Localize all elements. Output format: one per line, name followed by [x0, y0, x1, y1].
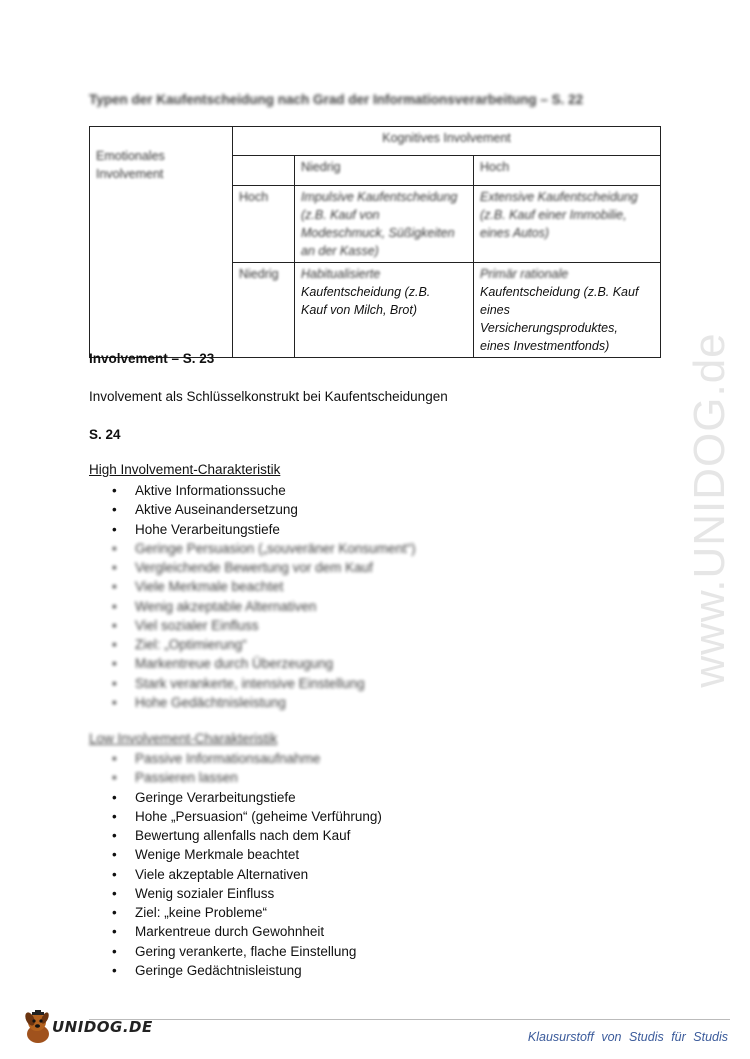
- list-item: • Aktive Auseinandersetzung: [112, 502, 298, 518]
- list-item: • Wenige Merkmale beachtet: [112, 847, 300, 863]
- list-item: • Geringe Gedächtnisleistung: [112, 962, 302, 978]
- table-header-emotional: Emotionales Involvement: [90, 127, 233, 186]
- list-item: • Passive Informationsaufnahme: [112, 751, 321, 766]
- list-item: • Viele akzeptable Alternativen: [112, 866, 309, 882]
- s24-heading: S. 24: [89, 427, 121, 442]
- high-involvement-list: [89, 481, 416, 712]
- list-item: • Markentreue durch Überzeugung: [112, 656, 334, 672]
- decision-type-table: [89, 126, 661, 358]
- high-involvement-title: High Involvement-Charakteristik: [89, 462, 281, 477]
- list-item: • Aktive Informationssuche: [112, 483, 286, 498]
- list-item: • Geringe Verarbeitungstiefe: [112, 789, 296, 805]
- list-item: • Gering verankerte, flache Einstellung: [112, 943, 357, 959]
- table-header-niedrig: Niedrig: [295, 156, 474, 185]
- table-header-kognitiv: Kognitives Involvement: [233, 127, 661, 156]
- footer-divider: [89, 1019, 730, 1020]
- list-item: • Hohe „Persuasion“ (geheime Verführung): [112, 808, 382, 824]
- table-cell-impulsiv: Impulsive Kaufentscheidung (z.B. Kauf von Modeschmuck, Süßigkeiten an der Kasse): [295, 185, 474, 262]
- list-item: • Viele Merkmale beachtet: [112, 579, 284, 595]
- dog-mascot-icon: [22, 1010, 56, 1046]
- unidog-logo: [22, 1010, 152, 1048]
- list-item: • Viel sozialer Einfluss: [112, 617, 259, 633]
- table-cell-habitualisiert: Habitualisierte Kaufentscheidung (z.B. Kauf von Milch, Brot): [295, 262, 474, 357]
- table-cell-rational: Primär rationale Kaufentscheidung (z.B. Kauf eines Versicherungsproduktes, eines Investmentfonds): [474, 262, 661, 357]
- involvement-heading: Involvement – S. 23: [89, 351, 215, 366]
- section-title-kaufentscheidung: Typen der Kaufentscheidung nach Grad der Informationsverarbeitung – S. 22: [89, 92, 584, 107]
- table-row-label-niedrig: Niedrig: [239, 266, 279, 281]
- table-header-hoch: Hoch: [474, 156, 661, 185]
- list-item: • Hohe Verarbeitungstiefe: [112, 521, 280, 537]
- low-involvement-list: [89, 749, 382, 980]
- list-item: • Ziel: „Optimierung“: [112, 637, 247, 652]
- table-cell-extensiv: Extensive Kaufentscheidung (z.B. Kauf einer Immobilie, eines Autos): [474, 185, 661, 262]
- table-row-label-hoch: Hoch: [233, 185, 295, 262]
- list-item: • Bewertung allenfalls nach dem Kauf: [112, 828, 351, 843]
- footer-tagline: Klausurstoff von Studis für Studis: [527, 1030, 728, 1044]
- list-item: • Ziel: „keine Probleme“: [112, 905, 268, 920]
- logo-text: UNIDOG.DE: [52, 1018, 153, 1036]
- list-item: • Wenig sozialer Einfluss: [112, 885, 275, 901]
- low-involvement-title: Low Involvement-Charakteristik: [89, 731, 278, 746]
- watermark: www.UNIDOG.de: [685, 332, 734, 688]
- list-item: • Markentreue durch Gewohnheit: [112, 924, 325, 940]
- list-item: • Passieren lassen: [112, 770, 238, 786]
- involvement-text: Involvement als Schlüsselkonstrukt bei Kaufentscheidungen: [89, 389, 448, 404]
- list-item: • Vergleichende Bewertung vor dem Kauf: [112, 560, 373, 575]
- list-item: • Hohe Gedächtnisleistung: [112, 694, 286, 710]
- list-item: • Wenig akzeptable Alternativen: [112, 598, 317, 614]
- list-item: • Stark verankerte, intensive Einstellung: [112, 675, 365, 691]
- list-item: • Geringe Persuasion („souveräner Konsument“): [112, 540, 416, 556]
